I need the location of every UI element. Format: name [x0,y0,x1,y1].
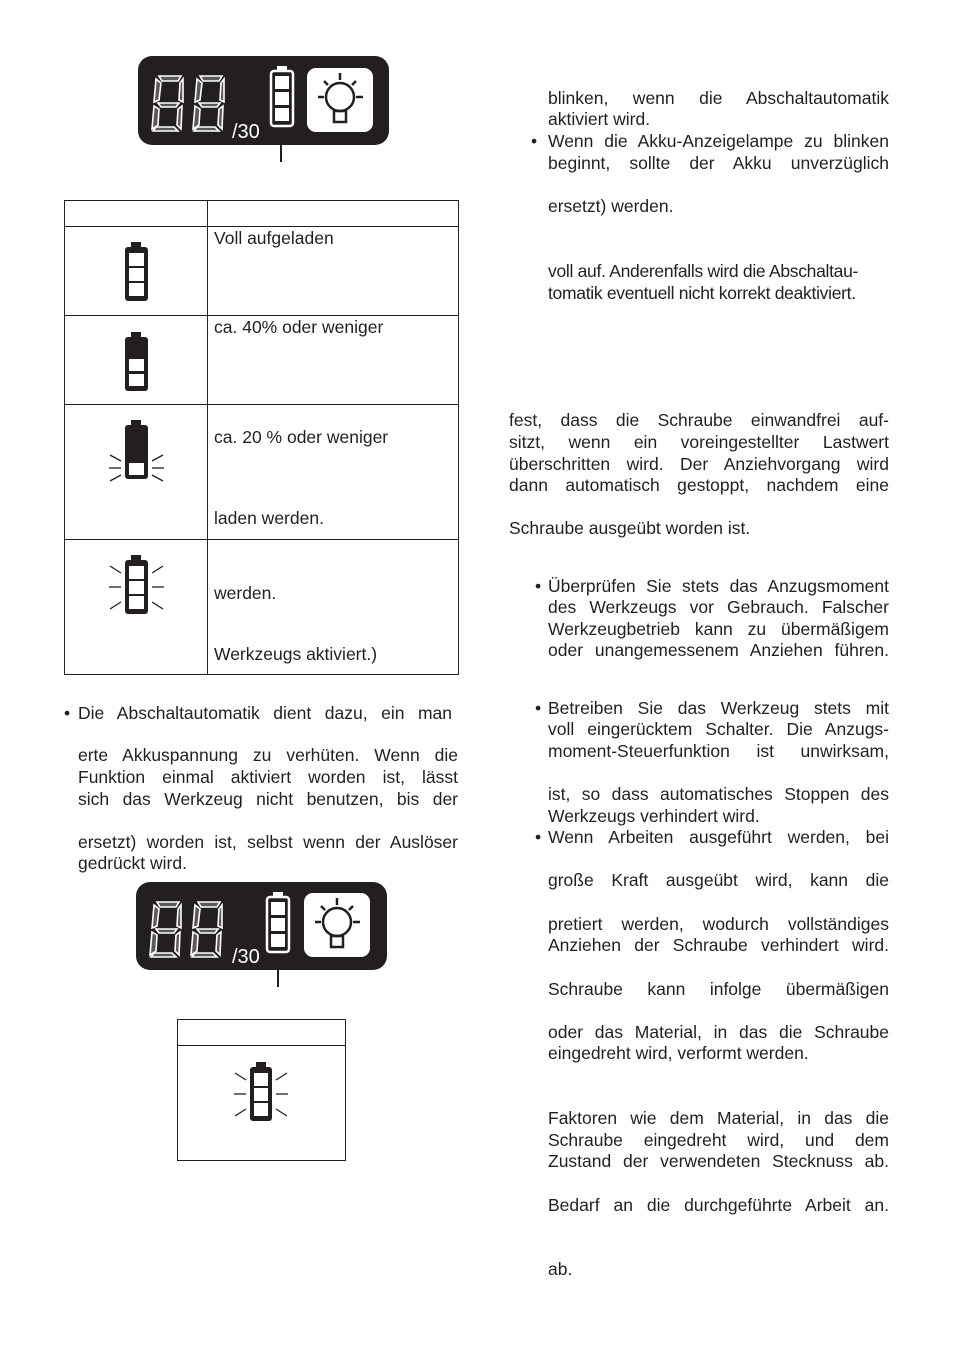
left-para-line-4: sich das Werkzeug nicht benutzen, bis der [78,789,458,809]
table-row [65,540,459,675]
right-b7-line-2: große Kraft ausgeübt wird, kann die [548,870,889,890]
counter-label: /30 [232,121,260,143]
right-b7-line-1: Wenn Arbeiten ausgeführt werden, bei [548,827,889,847]
battery-full-blinking-icon [178,1046,345,1159]
right-b5-line-3: Werkzeugbetrieb kann zu übermäßigem [548,619,889,639]
pointer-line-top [280,128,282,162]
left-para-line-6: gedrückt wird. [78,853,187,873]
counter-label: /30 [232,946,260,968]
right-b6-line-5: Werkzeugs verhindert wird. [548,806,760,826]
battery-full-icon [65,227,207,310]
indicator-panel-top [138,56,389,145]
row-2-text: ca. 40% oder weniger [214,317,384,337]
battery-icon [271,66,293,126]
left-para-line-3: Funktion einmal aktiviert worden ist, lässt [78,767,458,787]
table-row [65,405,459,540]
bullet-dot: • [535,827,542,847]
battery-two-bars-icon [65,316,207,399]
right-b4-line-5: Schraube ausgeübt worden ist. [509,518,751,538]
right-b2-line-3: ersetzt) werden. [548,196,674,216]
right-b5-line-4: oder unangemessenem Anziehen führen. [548,640,889,660]
right-b8-line-2: Schraube eingedreht wird, und dem [548,1130,889,1150]
left-para-line-1: Die Abschaltautomatik dient dazu, ein man [78,703,452,723]
right-b2-line-1: Wenn die Akku-Anzeigelampe zu blinken [548,131,889,151]
right-b3-line-1: voll auf. Anderenfalls wird die Abschaltau- [548,261,859,281]
right-b1-line-1: blinken, wenn die Abschaltautomatik [548,88,889,108]
light-icon [304,893,370,957]
blinking-battery-table [177,1019,346,1161]
table-row [65,227,459,316]
indicator-panel-bottom [136,882,387,970]
right-b4-line-2: sitzt, wenn ein voreingestellter Lastwert [509,432,889,452]
right-b5-line-1: Überprüfen Sie stets das Anzugsmoment [548,576,889,596]
right-b7-line-6: oder das Material, in das die Schraube [548,1022,889,1042]
right-b8-line-5: ab. [548,1259,573,1279]
table-header-row [65,201,459,227]
battery-full-blinking-icon [65,540,207,669]
row-3-text-line-1: ca. 20 % oder weniger [214,427,389,447]
battery-one-bar-blinking-icon [65,405,207,534]
battery-status-table [64,200,459,675]
row-3-text-line-2: laden werden. [214,508,324,528]
row-1-text: Voll aufgeladen [214,228,334,248]
right-b3-line-2: tomatik eventuell nicht korrekt deaktiviert. [548,283,856,303]
battery-icon [267,892,289,952]
pointer-line-bottom [277,955,279,987]
bullet-dot: • [535,576,542,596]
row-4-text-line-1: werden. [214,583,277,603]
right-b6-line-4: ist, so dass automatisches Stoppen des [548,784,889,804]
bullet-dot: • [531,131,538,151]
bullet-dot: • [64,703,71,723]
right-b2-line-2: beginnt, sollte der Akku unverzüglich [548,153,889,173]
right-b1-line-2: aktiviert wird. [548,109,651,129]
left-para-line-2: erte Akkuspannung zu verhüten. Wenn die [78,745,458,765]
right-b8-line-4: Bedarf an die durchgeführte Arbeit an. [548,1195,889,1215]
left-para-line-5: ersetzt) worden ist, selbst wenn der Auslöser [78,832,458,852]
right-b7-line-4: Anziehen der Schraube verhindert wird. [548,935,889,955]
right-b7-line-5: Schraube kann infolge übermäßigen [548,979,889,999]
right-b6-line-3: moment-Steuerfunktion ist unwirksam, [548,741,889,761]
light-icon [307,68,373,132]
row-4-text-line-2: Werkzeugs aktiviert.) [214,644,378,664]
right-b5-line-2: des Werkzeugs vor Gebrauch. Falscher [548,597,889,617]
right-b4-line-1: fest, dass die Schraube einwandfrei auf- [509,410,889,430]
right-b6-line-1: Betreiben Sie das Werkzeug stets mit [548,698,889,718]
seven-segment-display [136,882,387,970]
right-b8-line-1: Faktoren wie dem Material, in das die [548,1108,889,1128]
right-b6-line-2: voll eingerücktem Schalter. Die Anzugs- [548,719,889,739]
right-b4-line-3: überschritten wird. Der Anziehvorgang wird [509,454,889,474]
right-b8-line-3: Zustand der verwendeten Stecknuss ab. [548,1151,889,1171]
seven-segment-display [138,56,389,145]
table-row [65,316,459,405]
bullet-dot: • [535,698,542,718]
right-b7-line-7: eingedreht wird, verformt werden. [548,1043,809,1063]
right-b4-line-4: dann automatisch gestoppt, nachdem eine [509,475,889,495]
right-b7-line-3: pretiert werden, wodurch vollständiges [548,914,889,934]
